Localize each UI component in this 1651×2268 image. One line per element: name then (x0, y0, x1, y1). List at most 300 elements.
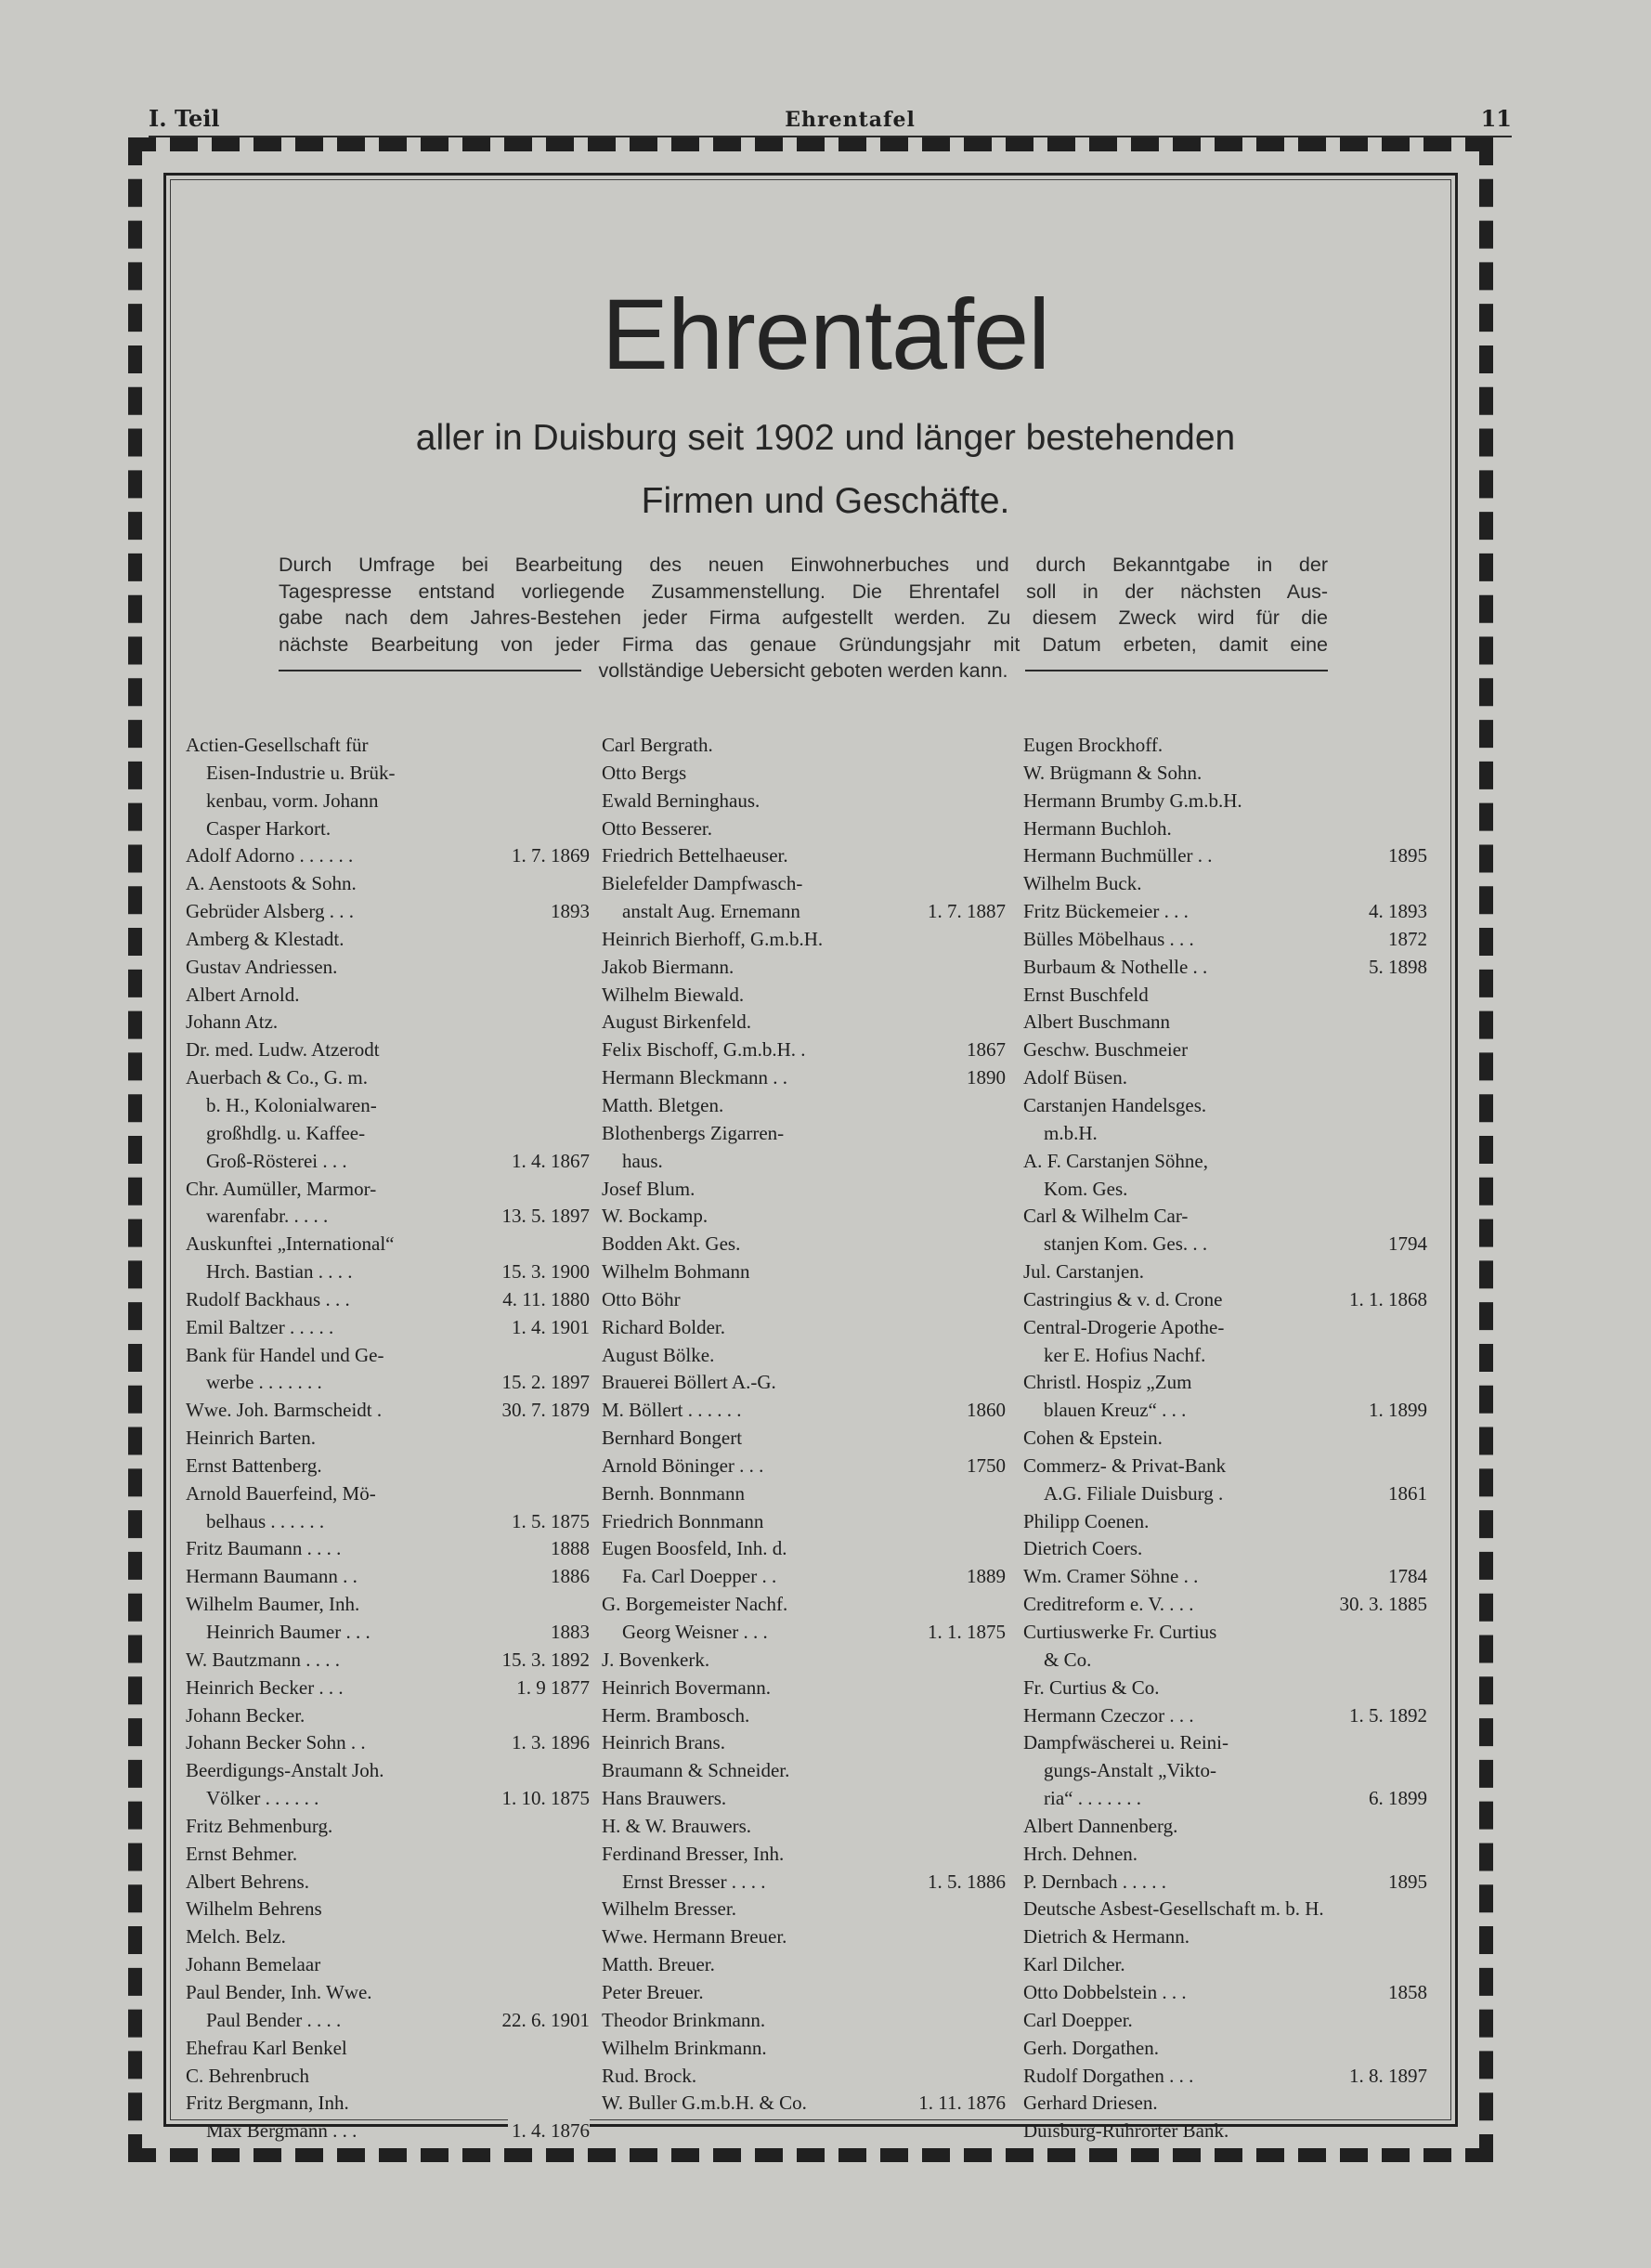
founding-date: 1886 (547, 1563, 590, 1591)
firm-entry (1023, 1203, 1427, 1258)
founding-date: 1. 10. 1875 (499, 1785, 591, 1813)
firm-name-line: Heinrich Becker . . . (186, 1675, 344, 1699)
firm-name-line: Dietrich & Hermann. (1023, 1925, 1190, 1949)
founding-date: 1883 (547, 1619, 590, 1647)
firm-name-line: belhaus . . . . . . (206, 1509, 325, 1532)
firm-column-1 (186, 732, 590, 2145)
founding-date: 1794 (1384, 1231, 1427, 1258)
firm-entry (186, 954, 590, 982)
firm-entry (602, 1369, 1006, 1397)
founding-date: 1867 (963, 1036, 1006, 1064)
firm-entry (186, 1397, 590, 1425)
firm-entry (186, 1702, 590, 1730)
firm-name-line: Fritz Behmenburg. (186, 1814, 333, 1837)
firm-name-line: Hermann Buchloh. (1023, 816, 1172, 840)
firm-name-line: Curtiuswerke Fr. Curtius (1023, 1621, 1217, 1643)
firm-name-line: Philipp Coenen. (1023, 1509, 1150, 1532)
founding-date: 1. 4. 1876 (508, 2118, 590, 2145)
firm-entry (186, 732, 590, 842)
firm-entry (186, 2090, 590, 2145)
firm-name-line: Max Bergmann . . . (206, 2119, 358, 2143)
firm-name-line: Auerbach & Co., G. m. (186, 1066, 368, 1089)
firm-name-line: Bank für Handel und Ge- (186, 1343, 384, 1366)
intro-line: nächste Bearbeitung von jeder Firma das genaue Gründungsjahr mit Datum erbeten, damit eine (279, 632, 1328, 656)
firm-entry (1023, 2063, 1427, 2091)
firm-name-line: werbe . . . . . . . (206, 1371, 322, 1394)
firm-entry (602, 1757, 1006, 1785)
firm-name-line: Blothenbergs Zigarren- (602, 1121, 785, 1144)
firm-entry (602, 1036, 1006, 1064)
firm-entry (602, 1729, 1006, 1757)
firm-name-line: G. Borgemeister Nachf. (602, 1593, 788, 1616)
firm-entry (1023, 1702, 1427, 1730)
firm-name-line: ria“ . . . . . . . (1044, 1787, 1141, 1810)
firm-entry (186, 1951, 590, 1979)
firm-name-line: b. H., Kolonialwaren- (206, 1093, 377, 1116)
firm-entry (1023, 815, 1427, 843)
firm-name-line: Wwe. Hermann Breuer. (602, 1925, 787, 1949)
firm-name-line: Fr. Curtius & Co. (1023, 1675, 1160, 1699)
firm-entry (186, 1757, 590, 1813)
firm-entry (186, 1979, 590, 2035)
firm-entry (602, 760, 1006, 788)
firm-name-line: P. Dernbach . . . . . (1023, 1870, 1166, 1893)
firm-name-line: Arnold Bauerfeind, Mö- (186, 1481, 376, 1505)
firm-entry (186, 1342, 590, 1398)
firm-entry (1023, 1508, 1427, 1536)
firm-entry (186, 1231, 590, 1286)
firm-name-line: Jakob Biermann. (602, 955, 734, 978)
founding-date: 1. 5. 1875 (508, 1508, 590, 1536)
firm-entry (186, 842, 590, 870)
firm-name-line: Albert Behrens. (186, 1870, 309, 1893)
firm-name-line: Völker . . . . . . (206, 1787, 319, 1810)
founding-date: 1. 4. 1867 (508, 1148, 590, 1176)
firm-entry (1023, 982, 1427, 1010)
firm-entry (602, 1286, 1006, 1314)
firm-entry (186, 1591, 590, 1647)
firm-name-line: Wilhelm Baumer, Inh. (186, 1593, 360, 1616)
firm-name-line: Gustav Andriessen. (186, 955, 338, 978)
firm-entry (186, 1064, 590, 1175)
firm-name-line: Ernst Battenberg. (186, 1453, 322, 1477)
firm-name-line: Matth. Bletgen. (602, 1093, 724, 1116)
firm-entry (1023, 760, 1427, 788)
firm-name-line: Geschw. Buschmeier (1023, 1038, 1189, 1062)
firm-name-line: Hermann Buchmüller . . (1023, 844, 1213, 867)
firm-entry (1023, 1092, 1427, 1148)
firm-name-line: Josef Blum. (602, 1177, 696, 1200)
firm-name-line: Johann Becker Sohn . . (186, 1731, 366, 1754)
firm-name-line: Johann Becker. (186, 1703, 306, 1727)
firm-name-line: Wilhelm Bohmann (602, 1260, 750, 1284)
founding-date: 1. 7. 1869 (508, 842, 590, 870)
firm-entry (602, 1647, 1006, 1675)
firm-name-line: Brauerei Böllert A.-G. (602, 1371, 776, 1394)
firm-entry (602, 1064, 1006, 1092)
firm-entry (186, 1425, 590, 1453)
founding-date: 1. 11. 1876 (915, 2090, 1006, 2118)
firm-entry (186, 1535, 590, 1563)
firm-entry (1023, 1258, 1427, 1286)
founding-date: 1. 1899 (1365, 1397, 1427, 1425)
firm-entry (1023, 2007, 1427, 2035)
firm-name-line: großhdlg. u. Kaffee- (206, 1121, 366, 1144)
founding-date: 1858 (1384, 1979, 1427, 2007)
founding-date: 30. 3. 1885 (1336, 1591, 1428, 1619)
firm-entry (602, 788, 1006, 815)
firm-name-line: Wwe. Joh. Barmscheidt . (186, 1399, 383, 1422)
firm-name-line: A. Aenstoots & Sohn. (186, 872, 357, 895)
firm-name-line: Heinrich Bovermann. (602, 1675, 771, 1699)
firm-name-line: Deutsche Asbest-Gesellschaft m. b. H. (1023, 1897, 1324, 1921)
page-number: 11 (1480, 105, 1512, 132)
firm-name-line: Hans Brauwers. (602, 1787, 727, 1810)
firm-name-line: Castringius & v. d. Crone (1023, 1287, 1223, 1310)
firm-name-line: Peter Breuer. (602, 1980, 704, 2003)
firm-name-line: Melch. Belz. (186, 1925, 286, 1949)
founding-date: 1888 (547, 1535, 590, 1563)
firm-name-line: Braumann & Schneider. (602, 1759, 790, 1782)
firm-name-line: Rudolf Backhaus . . . (186, 1287, 350, 1310)
rule-right (1025, 670, 1328, 671)
founding-date: 30. 7. 1879 (499, 1397, 591, 1425)
firm-name-line: kenbau, vorm. Johann (206, 789, 379, 812)
firm-name-line: A.G. Filiale Duisburg . (1044, 1481, 1224, 1505)
firm-name-line: Hrch. Bastian . . . . (206, 1260, 353, 1284)
firm-entry (186, 898, 590, 926)
firm-name-line: Gebrüder Alsberg . . . (186, 900, 354, 923)
firm-name-line: August Birkenfeld. (602, 1010, 751, 1034)
firm-entry (1023, 926, 1427, 954)
firm-name-line: Carl & Wilhelm Car- (1023, 1205, 1189, 1228)
firm-name-line: C. Behrenbruch (186, 2064, 309, 2087)
firm-name-line: Duisburg-Ruhrorter Bank. (1023, 2119, 1229, 2143)
rule-left (279, 670, 581, 671)
firm-name-line: Ernst Behmer. (186, 1842, 298, 1865)
firm-name-line: Paul Bender, Inh. Wwe. (186, 1980, 372, 2003)
firm-name-line: W. Brügmann & Sohn. (1023, 761, 1202, 784)
firm-entry (1023, 1425, 1427, 1453)
founding-date: 1889 (963, 1563, 1006, 1591)
firm-entry (602, 1896, 1006, 1923)
firm-entry (602, 1951, 1006, 1979)
firm-name-line: A. F. Carstanjen Söhne, (1023, 1149, 1208, 1172)
firm-name-line: Heinrich Brans. (602, 1731, 725, 1754)
firm-entry (602, 1231, 1006, 1258)
firm-name-line: Ehefrau Karl Benkel (186, 2036, 347, 2059)
firm-name-line: Eugen Boosfeld, Inh. d. (602, 1537, 787, 1560)
firm-entry (1023, 1535, 1427, 1563)
firm-name-line: Otto Böhr (602, 1287, 681, 1310)
firm-entry (186, 1869, 590, 1897)
subtitle-line-2: Firmen und Geschäfte. (641, 481, 1010, 521)
firm-column-3 (1023, 732, 1427, 2145)
firm-entry (186, 1036, 590, 1064)
firm-name-line: Dietrich Coers. (1023, 1537, 1143, 1560)
firm-name-line: Ferdinand Bresser, Inh. (602, 1842, 785, 1865)
firm-entry (1023, 870, 1427, 898)
firm-entry (602, 954, 1006, 982)
firm-entry (602, 1176, 1006, 1204)
founding-date: 1. 8. 1897 (1346, 2063, 1427, 2091)
firm-name-line: Paul Bender . . . . (206, 2008, 342, 2031)
founding-date: 1. 3. 1896 (508, 1729, 590, 1757)
firm-entry (602, 1979, 1006, 2007)
firm-name-line: Fritz Bergmann, Inh. (186, 2092, 349, 2115)
firm-name-line: Otto Dobbelstein . . . (1023, 1980, 1187, 2003)
firm-entry (602, 926, 1006, 954)
firm-name-line: Rud. Brock. (602, 2064, 697, 2087)
firm-name-line: haus. (622, 1149, 663, 1172)
firm-entry (1023, 1064, 1427, 1092)
founding-date: 1893 (547, 898, 590, 926)
intro-line: Durch Umfrage bei Bearbeitung des neuen Einwohnerbuches und durch Bekanntgabe in der (279, 554, 1328, 576)
firm-name-line: ker E. Hofius Nachf. (1044, 1343, 1206, 1366)
founding-date: 1. 1. 1875 (924, 1619, 1006, 1647)
firm-entry (1023, 1036, 1427, 1064)
firm-name-line: Hermann Czeczor . . . (1023, 1703, 1194, 1727)
firm-name-line: Ewald Berninghaus. (602, 789, 760, 812)
firm-entry (1023, 1923, 1427, 1951)
firm-entry (186, 982, 590, 1010)
firm-entry (186, 1729, 590, 1757)
firm-name-line: Richard Bolder. (602, 1315, 725, 1338)
firm-name-line: Auskunftei „International“ (186, 1232, 395, 1256)
firm-entry (602, 1480, 1006, 1508)
firm-entry (1023, 1369, 1427, 1425)
firm-name-line: Friedrich Bettelhaeuser. (602, 844, 788, 867)
firm-name-line: Georg Weisner . . . (622, 1621, 768, 1643)
firm-name-line: Wm. Cramer Söhne . . (1023, 1565, 1199, 1588)
firm-name-line: Hermann Brumby G.m.b.H. (1023, 789, 1242, 812)
firm-entry (602, 1203, 1006, 1231)
firm-name-line: August Bölke. (602, 1343, 715, 1366)
firm-entry (1023, 1951, 1427, 1979)
firm-name-line: Fritz Baumann . . . . (186, 1537, 342, 1560)
firm-name-line: Hermann Bleckmann . . (602, 1066, 788, 1089)
firm-entry (186, 1813, 590, 1841)
firm-entry (602, 732, 1006, 760)
header-part: I. Teil (149, 105, 220, 132)
firm-name-line: Bernh. Bonnmann (602, 1481, 745, 1505)
running-head (149, 100, 1512, 137)
firm-name-line: Fritz Bückemeier . . . (1023, 900, 1189, 923)
founding-date: 1750 (963, 1453, 1006, 1480)
firm-entry (1023, 1563, 1427, 1591)
founding-date: 4. 11. 1880 (499, 1286, 590, 1314)
firm-name-line: Eugen Brockhoff. (1023, 734, 1164, 756)
firm-name-line: J. Bovenkerk. (602, 1648, 710, 1671)
firm-entry (602, 1591, 1006, 1647)
firm-entry (602, 1675, 1006, 1702)
intro-line: Tagespresse entstand vorliegende Zusammenstellung. Die Ehrentafel soll in der nächsten Aus- (279, 580, 1328, 603)
firm-name-line: stanjen Kom. Ges. . . (1044, 1232, 1208, 1256)
firm-entry (602, 1702, 1006, 1730)
firm-name-line: H. & W. Brauwers. (602, 1814, 751, 1837)
founding-date: 6. 1899 (1365, 1785, 1427, 1813)
founding-date: 15. 3. 1900 (499, 1258, 591, 1286)
firm-name-line: Carstanjen Handelsges. (1023, 1093, 1207, 1116)
founding-date: 1895 (1384, 842, 1427, 870)
firm-entry (1023, 1813, 1427, 1841)
firm-entry (602, 1535, 1006, 1591)
firm-name-line: Burbaum & Nothelle . . (1023, 955, 1208, 978)
firm-entry (1023, 954, 1427, 982)
firm-name-line: Jul. Carstanjen. (1023, 1260, 1145, 1284)
firm-name-line: Herm. Brambosch. (602, 1703, 750, 1727)
firm-name-line: Bielefelder Dampfwasch- (602, 872, 803, 895)
firm-entry (1023, 732, 1427, 760)
firm-name-line: & Co. (1044, 1648, 1092, 1671)
firm-entry (1023, 1453, 1427, 1508)
firm-name-line: Heinrich Barten. (186, 1427, 316, 1450)
firm-entry (602, 1425, 1006, 1453)
firm-entry (1023, 1675, 1427, 1702)
firm-name-line: Creditreform e. V. . . . (1023, 1593, 1194, 1616)
firm-entry (1023, 1009, 1427, 1036)
founding-date: 1872 (1384, 926, 1427, 954)
firm-name-line: Gerhard Driesen. (1023, 2092, 1158, 2115)
firm-name-line: Otto Besserer. (602, 816, 712, 840)
firm-name-line: Central-Drogerie Apothe- (1023, 1315, 1225, 1338)
firm-entry (602, 1314, 1006, 1342)
firm-entry (186, 1841, 590, 1869)
firm-name-line: Fa. Carl Doepper . . (622, 1565, 777, 1588)
firm-name-line: Wilhelm Behrens (186, 1897, 322, 1921)
firm-entry (1023, 1729, 1427, 1813)
founding-date: 1. 9 1877 (513, 1675, 590, 1702)
firm-entry (602, 842, 1006, 870)
firm-name-line: Carl Doepper. (1023, 2008, 1133, 2031)
founding-date: 5. 1898 (1365, 954, 1427, 982)
founding-date: 1860 (963, 1397, 1006, 1425)
firm-entry (1023, 1148, 1427, 1204)
firm-entry (186, 1647, 590, 1675)
firm-name-line: Bernhard Bongert (602, 1427, 743, 1450)
firm-entry (602, 2035, 1006, 2063)
firm-entry (602, 1813, 1006, 1841)
firm-entry (602, 1923, 1006, 1951)
firm-name-line: Cohen & Epstein. (1023, 1427, 1163, 1450)
firm-entry (186, 926, 590, 954)
firm-entry (186, 1675, 590, 1702)
firm-name-line: Emil Baltzer . . . . . (186, 1315, 334, 1338)
firm-name-line: Adolf Büsen. (1023, 1066, 1127, 1089)
founding-date: 4. 1893 (1365, 898, 1427, 926)
firm-name-line: Hrch. Dehnen. (1023, 1842, 1138, 1865)
firm-entry (602, 1258, 1006, 1286)
firm-name-line: Wilhelm Biewald. (602, 983, 745, 1006)
firm-name-line: Bülles Möbelhaus . . . (1023, 927, 1194, 950)
firm-entry (1023, 898, 1427, 926)
firm-name-line: Kom. Ges. (1044, 1177, 1128, 1200)
firm-name-line: Johann Bemelaar (186, 1953, 321, 1976)
firm-entry (1023, 788, 1427, 815)
firm-entry (1023, 1896, 1427, 1923)
founding-date: 1. 4. 1901 (508, 1314, 590, 1342)
firm-name-line: m.b.H. (1044, 1121, 1098, 1144)
firm-name-line: gungs-Anstalt „Vikto- (1044, 1759, 1216, 1782)
firm-name-line: M. Böllert . . . . . . (602, 1399, 742, 1422)
firm-entry (602, 1453, 1006, 1480)
firm-entry (186, 1480, 590, 1536)
firm-entry (602, 982, 1006, 1010)
firm-name-line: Groß-Rösterei . . . (206, 1149, 347, 1172)
firm-name-line: Arnold Böninger . . . (602, 1453, 764, 1477)
firm-name-line: Friedrich Bonnmann (602, 1509, 764, 1532)
firm-entry (1023, 1841, 1427, 1869)
firm-name-line: Johann Atz. (186, 1010, 279, 1034)
firm-name-line: Ernst Bresser . . . . (622, 1870, 766, 1893)
firm-name-line: Albert Arnold. (186, 983, 300, 1006)
firm-entry (602, 870, 1006, 926)
firm-entry (1023, 1619, 1427, 1675)
firm-entry (602, 1785, 1006, 1813)
firm-name-line: W. Bautzmann . . . . (186, 1648, 341, 1671)
firm-entry (1023, 2035, 1427, 2063)
firm-entry (186, 1896, 590, 1923)
firm-entry (1023, 1979, 1427, 2007)
firm-name-line: Eisen-Industrie u. Brük- (206, 761, 396, 784)
founding-date: 1784 (1384, 1563, 1427, 1591)
firm-name-line: Heinrich Baumer . . . (206, 1621, 370, 1643)
firm-entry (1023, 1869, 1427, 1897)
firm-name-line: Albert Buschmann (1023, 1010, 1171, 1034)
firm-entry (1023, 1314, 1427, 1370)
firm-name-line: Albert Dannenberg. (1023, 1814, 1178, 1837)
firm-name-line: Actien-Gesellschaft für (186, 734, 369, 756)
firm-name-line: blauen Kreuz“ . . . (1044, 1399, 1187, 1422)
firm-name-line: Gerh. Dorgathen. (1023, 2036, 1159, 2059)
firm-entry (1023, 1286, 1427, 1314)
founding-date: 1861 (1384, 1480, 1427, 1508)
firm-entry (602, 2090, 1006, 2118)
founding-date: 15. 3. 1892 (499, 1647, 591, 1675)
firm-entry (602, 1397, 1006, 1425)
founding-date: 1. 5. 1886 (924, 1869, 1006, 1897)
firm-name-line: Adolf Adorno . . . . . . (186, 844, 354, 867)
founding-date: 13. 5. 1897 (499, 1203, 591, 1231)
founding-date: 1895 (1384, 1869, 1427, 1897)
firm-entry (186, 1286, 590, 1314)
firm-entry (186, 2035, 590, 2063)
firm-name-line: Hermann Baumann . . (186, 1565, 358, 1588)
founding-date: 22. 6. 1901 (499, 2007, 591, 2035)
firm-entry (186, 1453, 590, 1480)
firm-name-line: Dr. med. Ludw. Atzerodt (186, 1038, 380, 1062)
firm-name-line: Amberg & Klestadt. (186, 927, 344, 950)
subtitle-line-1: aller in Duisburg seit 1902 und länger bestehenden (415, 418, 1236, 458)
firm-name-line: W. Bockamp. (602, 1205, 708, 1228)
firm-entry (602, 815, 1006, 843)
firm-name-line: Beerdigungs-Anstalt Joh. (186, 1759, 384, 1782)
firm-name-line: Wilhelm Bresser. (602, 1897, 736, 1921)
firm-name-line: Commerz- & Privat-Bank (1023, 1453, 1227, 1477)
firm-name-line: Wilhelm Buck. (1023, 872, 1142, 895)
firm-name-line: Heinrich Bierhoff, G.m.b.H. (602, 927, 824, 950)
firm-name-line: Ernst Buschfeld (1023, 983, 1149, 1006)
firm-name-line: Wilhelm Brinkmann. (602, 2036, 767, 2059)
intro-line: gabe nach dem Jahres-Bestehen jeder Firma aufgestellt werden. Zu diesem Zweck wird für die (279, 606, 1328, 629)
firm-name-line: W. Buller G.m.b.H. & Co. (602, 2092, 807, 2115)
founding-date: 1. 5. 1892 (1346, 1702, 1427, 1730)
firm-name-line: Otto Bergs (602, 761, 687, 784)
header-title: Ehrentafel (785, 108, 916, 132)
firm-entry (602, 1092, 1006, 1120)
firm-entry (1023, 2090, 1427, 2118)
firm-entry (1023, 842, 1427, 870)
